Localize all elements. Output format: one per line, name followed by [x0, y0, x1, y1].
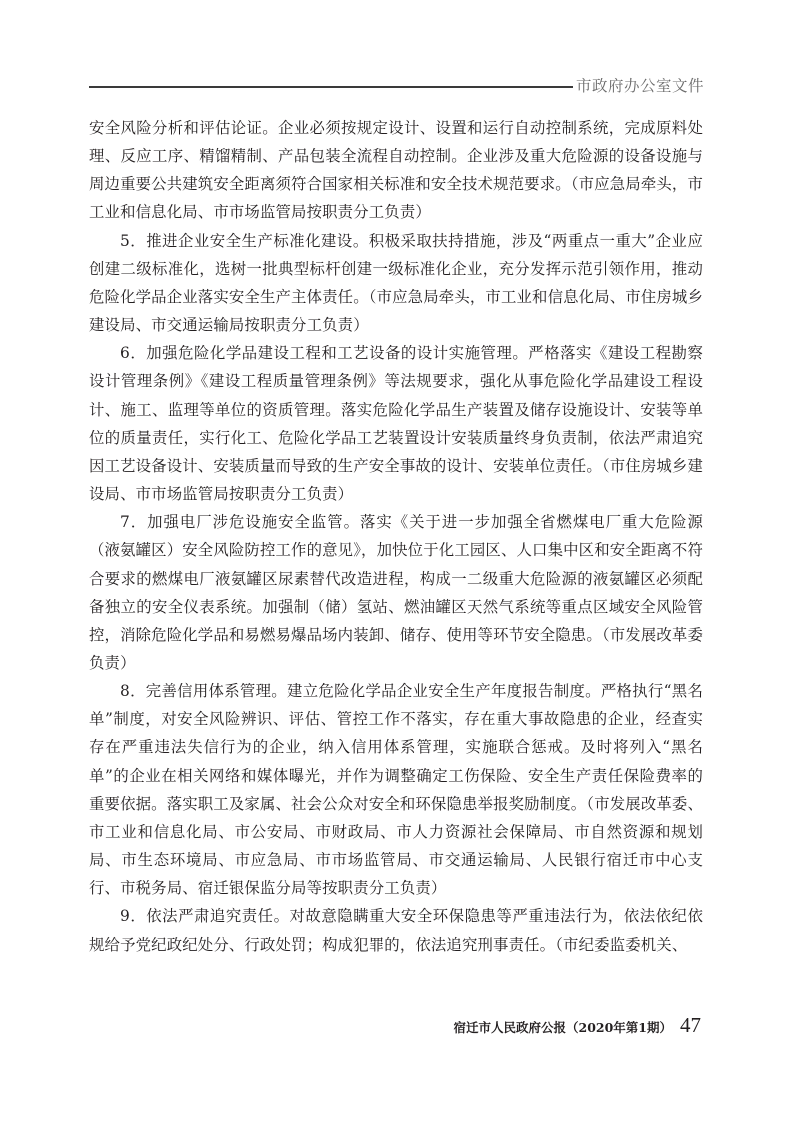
body-text	[89, 114, 703, 959]
paragraph-item-5: 5．推进企业安全生产标准化建设。积极采取扶持措施，涉及“两重点一重大”企业应创建二级标准化，选树一批典型标杆创建一级标准化企业，充分发挥示范引领作用，推动危险化学品企业落实安全生产主体责任。（市应急局牵头，市工业和信息化局、市住房城乡建设局、市交通运输局按职责分工负责）	[89, 231, 703, 335]
footer-publication: 宿迁市人民政府公报（2020年第1期）	[453, 1020, 672, 1035]
paragraph-continued: 安全风险分析和评估论证。企业必须按规定设计、设置和运行自动控制系统，完成原料处理、反应工序、精馏精制、产品包装全流程自动控制。企业涉及重大危险源的设备设施与周边重要公共建筑安全距离须符合国家相关标准和安全技术规范要求。（市应急局牵头，市工业和信息化局、市市场监管局按职责分工负责）	[89, 119, 703, 222]
page-footer	[454, 1013, 702, 1038]
running-header-title: 市政府办公室文件	[575, 77, 704, 95]
paragraph-item-6: 6．加强危险化学品建设工程和工艺设备的设计实施管理。严格落实《建设工程勘察设计管理条例》《建设工程质量管理条例》等法规要求，强化从事危险化学品建设工程设计、施工、监理等单位的资质管理。落实危险化学品生产装置及储存设施设计、安装等单位的质量责任，实行化工、危险化学品工艺装置设计安装质量终身负责制，依法严肃追究因工艺设备设计、安装质量而导致的生产安全事故的设计、安装单位责任。（市住房城乡建设局、市市场监管局按职责分工负责）	[89, 344, 703, 504]
paragraph-item-8: 8．完善信用体系管理。建立危险化学品企业安全生产年度报告制度。严格执行“黑名单”制度，对安全风险辨识、评估、管控工作不落实，存在重大事故隐患的企业，经查实存在严重违法失信行为的企业，纳入信用体系管理，实施联合惩戒。及时将列入“黑名单”的企业在相关网络和媒体曝光，并作为调整确定工伤保险、安全生产责任保险费率的重要依据。落实职工及家属、社会公众对安全和环保隐患举报奖励制度。（市发展改革委、市工业和信息化局、市公安局、市财政局、市人力资源社会保障局、市自然资源和规划局、市生态环境局、市应急局、市市场监管局、市交通运输局、人民银行宿迁市中心支行、市税务局、宿迁银保监分局等按职责分工负责）	[89, 682, 703, 898]
page-number: 47	[680, 1013, 701, 1037]
paragraph-item-7: 7．加强电厂涉危设施安全监管。落实《关于进一步加强全省燃煤电厂重大危险源（液氨罐区）安全风险防控工作的意见》，加快位于化工园区、人口集中区和安全距离不符合要求的燃煤电厂液氨罐区尿素替代改造进程，构成一二级重大危险源的液氨罐区必须配备独立的安全仪表系统。加强制（储）氢站、燃油罐区天然气系统等重点区域安全风险管控，消除危险化学品和易燃易爆品场内装卸、储存、使用等环节安全隐患。（市发展改革委负责）	[89, 513, 703, 672]
header-rule	[89, 86, 573, 88]
paragraph-item-9: 9．依法严肃追究责任。对故意隐瞒重大安全环保隐患等严重违法行为，依法依纪依规给予党纪政纪处分、行政处罚；构成犯罪的，依法追究刑事责任。（市纪委监委机关、	[89, 907, 703, 954]
